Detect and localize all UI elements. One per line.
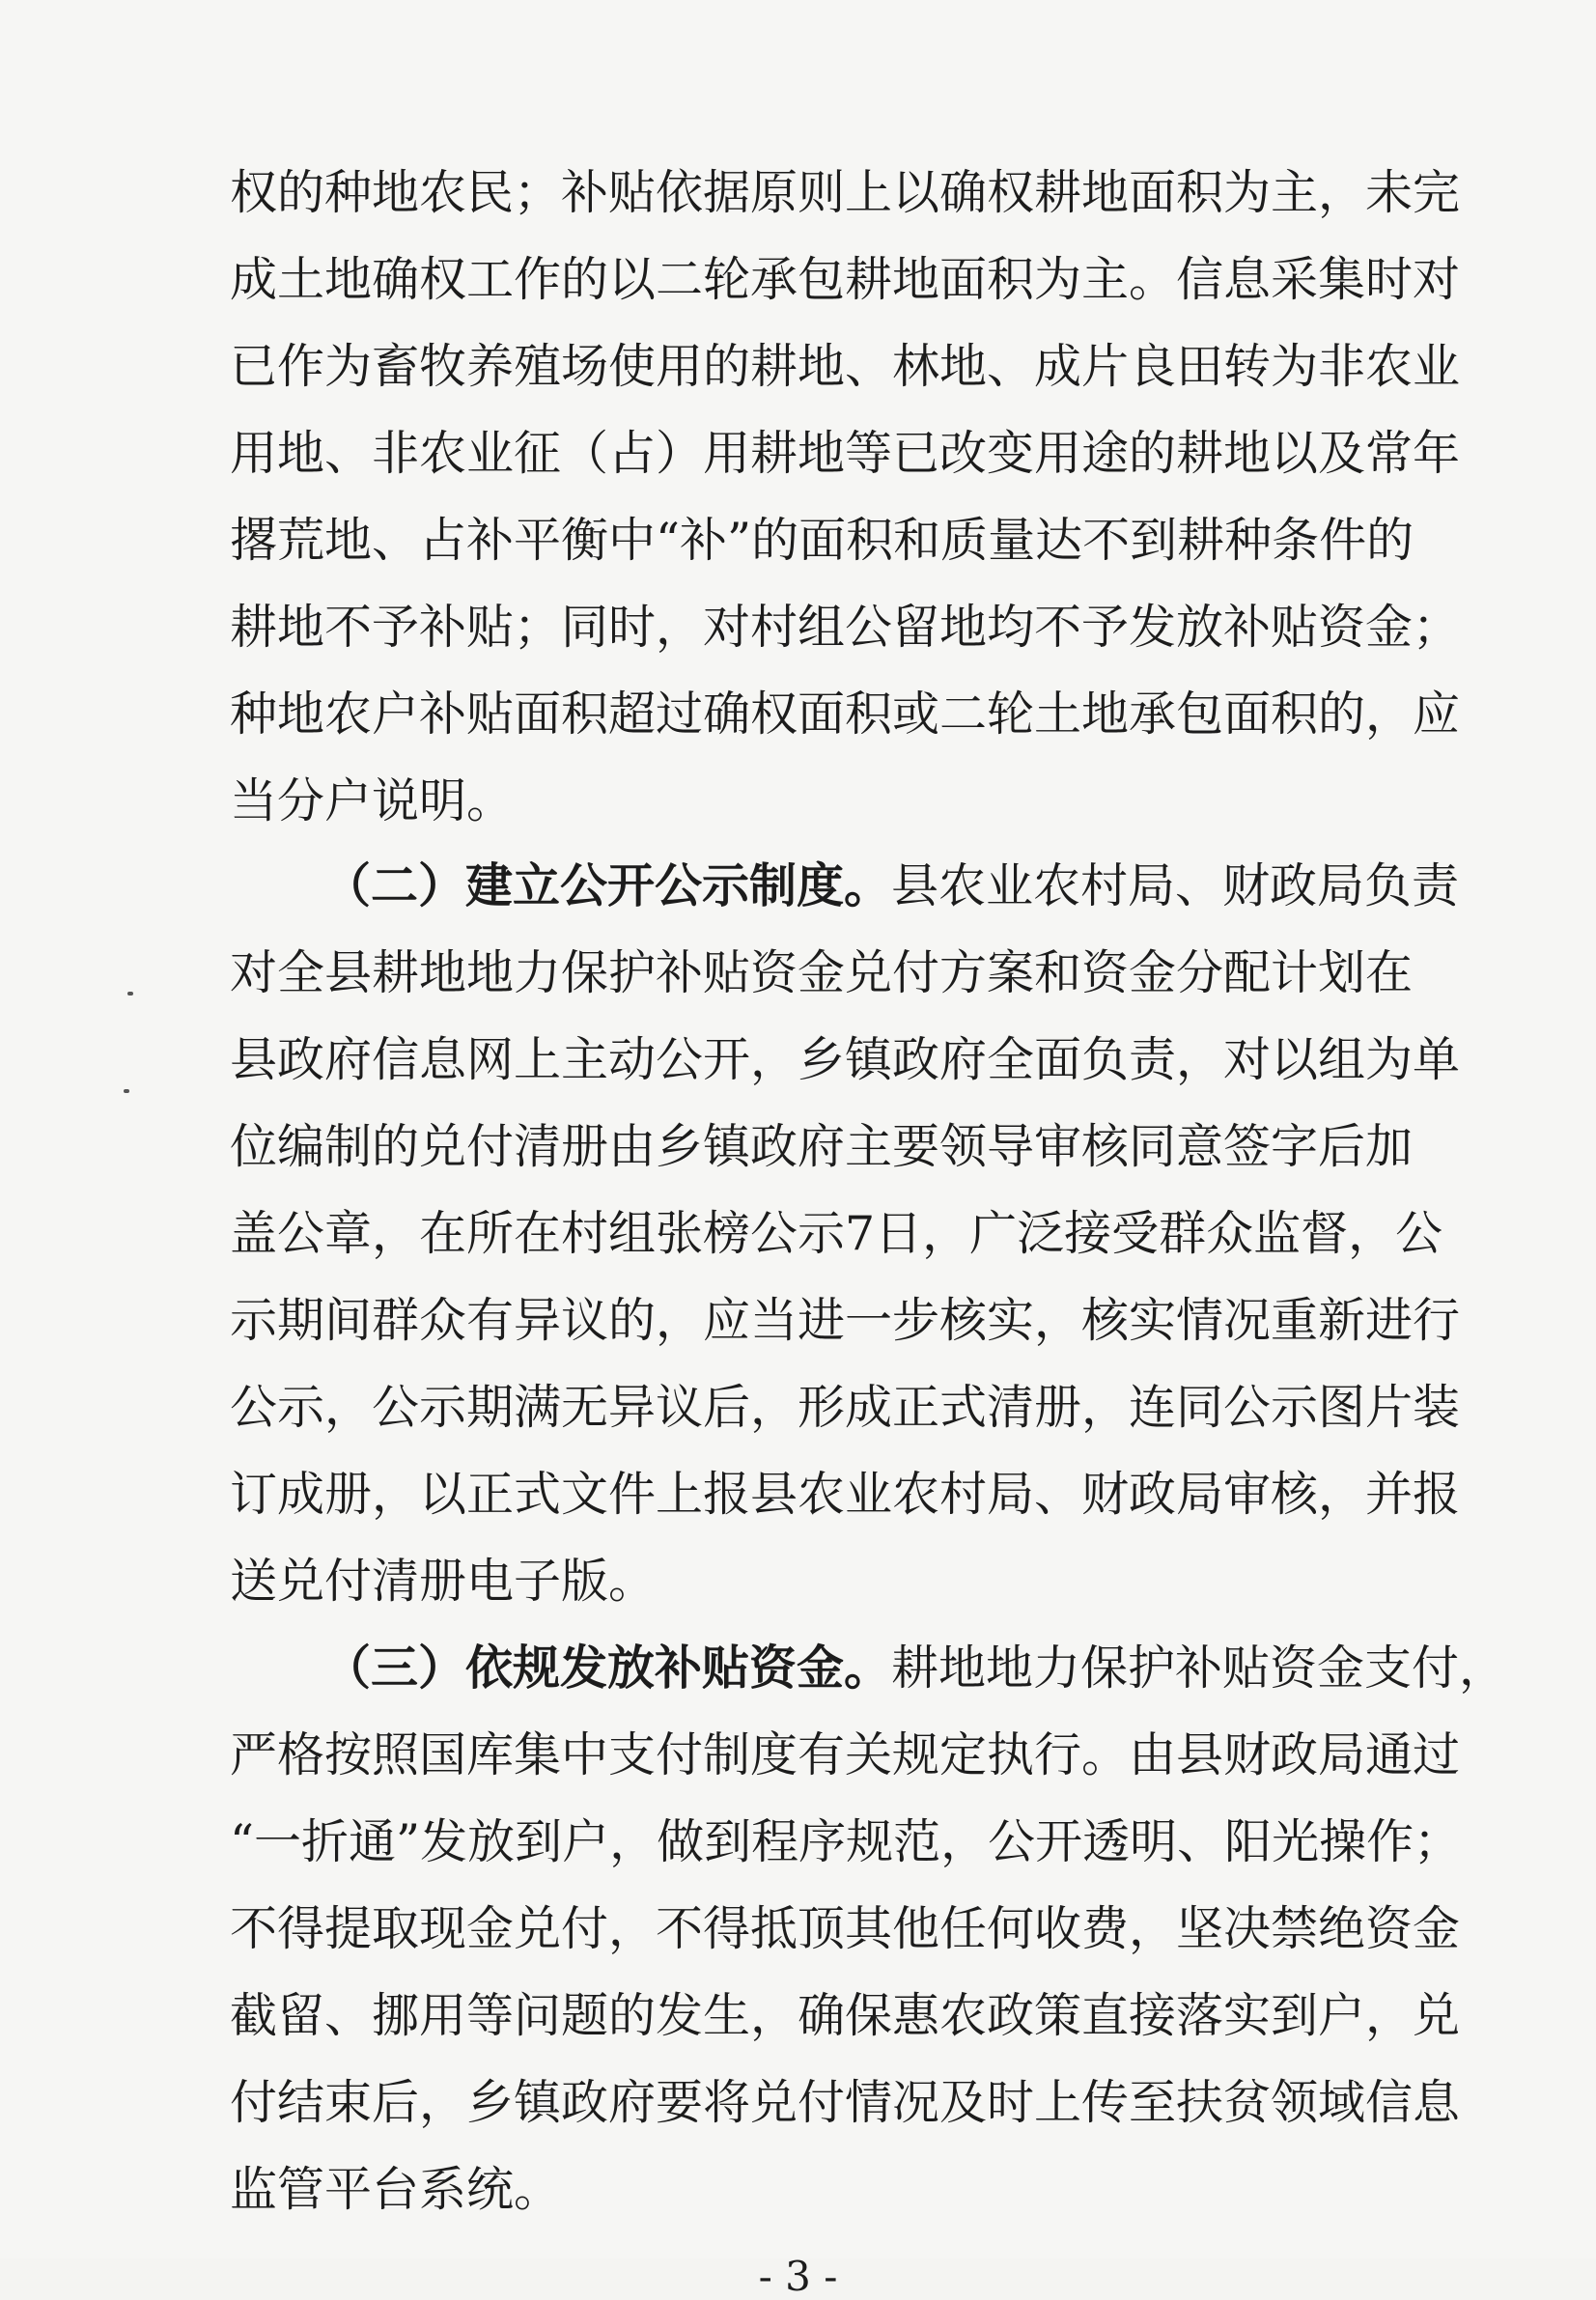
text-line: 种地农户补贴面积超过确权面积或二轮土地承包面积的，应 <box>230 687 1461 742</box>
section-3-heading: （三）依规发放补贴资金。 <box>323 1641 892 1696</box>
text-line: 不得提取现金兑付，不得抵顶其他任何收费，坚决禁绝资金 <box>230 1901 1461 1956</box>
scan-speck <box>124 1089 129 1093</box>
scan-speck <box>127 992 133 996</box>
section-2-first-line <box>323 843 1460 930</box>
text-line: 成土地确权工作的以二轮承包耕地面积为主。信息采集时对 <box>230 252 1461 307</box>
text-line: 公示，公示期满无异议后，形成正式清册，连同公示图片装 <box>230 1380 1461 1435</box>
page-number: - 3 - <box>758 2253 838 2300</box>
text-line: 耕地不予补贴；同时，对村组公留地均不予发放补贴资金； <box>230 600 1461 655</box>
section-3-first-line <box>323 1625 1507 1712</box>
text-line: 县政府信息网上主动公开，乡镇政府全面负责，对以组为单 <box>230 1032 1461 1087</box>
text-line: 严格按照国库集中支付制度有关规定执行。由县财政局通过 <box>230 1727 1461 1782</box>
text-line: 监管平台系统。 <box>230 2162 562 2217</box>
text-line: 送兑付清册电子版。 <box>230 1554 657 1609</box>
text-line: 订成册，以正式文件上报县农业农村局、财政局审核，并报 <box>230 1467 1461 1522</box>
text-line: 已作为畜牧养殖场使用的耕地、林地、成片良田转为非农业 <box>230 339 1461 394</box>
text-line: 撂荒地、占补平衡中“补”的面积和质量达不到耕种条件的 <box>230 513 1414 568</box>
text-line: 截留、挪用等问题的发生，确保惠农政策直接落实到户，兑 <box>230 1988 1461 2043</box>
section-2-heading: （二）建立公开公示制度。 <box>323 858 892 913</box>
text-line: 对全县耕地地力保护补贴资金兑付方案和资金分配计划在 <box>230 945 1414 1000</box>
text-line: 权的种地农民；补贴依据原则上以确权耕地面积为主，未完 <box>230 165 1461 220</box>
section-2-first-line-text: 县农业农村局、财政局负责 <box>891 858 1460 913</box>
text-line: 位编制的兑付清册由乡镇政府主要领导审核同意签字后加 <box>230 1119 1414 1174</box>
text-line: 付结束后，乡镇政府要将兑付情况及时上传至扶贫领域信息 <box>230 2075 1461 2130</box>
text-line: 示期间群众有异议的，应当进一步核实，核实情况重新进行 <box>230 1293 1461 1348</box>
text-line: 用地、非农业征（占）用耕地等已改变用途的耕地以及常年 <box>230 426 1461 481</box>
text-line: 当分户说明。 <box>230 773 515 828</box>
text-line: 盖公章，在所在村组张榜公示7日，广泛接受群众监督，公 <box>230 1206 1443 1261</box>
text-line: “一折通”发放到户，做到程序规范，公开透明、阳光操作； <box>230 1814 1462 1869</box>
section-3-first-line-text: 耕地地力保护补贴资金支付， <box>891 1641 1507 1696</box>
